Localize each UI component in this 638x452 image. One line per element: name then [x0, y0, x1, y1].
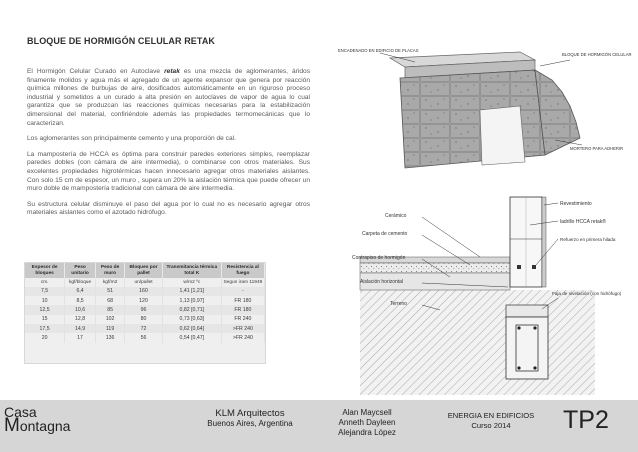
table-header: Resistencia al fuego: [221, 263, 264, 278]
table-row: 15 12,8 102 80 0,73 [0,63] FR 240: [25, 315, 265, 324]
table-header-row: [25, 263, 265, 278]
table-header: Peso de muro: [95, 263, 124, 278]
carpeta-layer: [360, 263, 510, 273]
retak-emphasis: retak: [164, 68, 180, 75]
wall-label-mortero: MORTERO PARA ADHERIR: [570, 146, 624, 151]
table-units-row: cm. kgf/bloque kgf/m2 un/pallet w/m2 ºc Segun iram 11949: [25, 278, 265, 286]
paragraph-intro: El Hormigón Celular Curado en Autoclave retak es una mezcla de aglomerantes, áridos finamente molidos y agua más el agregado de un agente expansor que genera por reacción química millones de burbujas de aire, dosificados automáticamente en un riguroso proceso industrial y sometidos a un curado a alta presión en autoclaves de vapor de agua lo cual garantiza que se produzcan las reacciones químicas necesarias para la estabilización dimensional del material, confiriéndole además las propiedades termomecánicas que lo caracterizan.: [27, 68, 310, 127]
properties-table: [24, 262, 266, 364]
table-row: 17,5 14,9 119 72 0,62 [0,64] >FR 240: [25, 324, 265, 333]
table-row: 10 8,5 68 120 1,13 [0,97] FR 180: [25, 296, 265, 305]
wall-label-encadenado: ENCADENADO EN EDIFICIO DE PLACAS: [338, 48, 419, 53]
brand-casa-montagna: Casa Montagna: [4, 404, 71, 436]
table-row: 20 17 136 56 0,54 [0,47] >FR 240: [25, 333, 265, 342]
table-header: Espesor de bloques: [25, 263, 65, 278]
detail-label-ceramico: Cerámico: [385, 213, 407, 219]
paragraph-estructura: Su estructura celular disminuye el paso del agua por lo cual no es necesario agregar otros materiales aislantes como el azotado hidrófugo.: [27, 200, 310, 217]
wall-isometric-drawing: [330, 40, 632, 180]
detail-label-terreno: Terreno: [390, 301, 407, 307]
detail-label-aislacion: Aislación horizontal: [360, 279, 404, 285]
detail-label-refuerzo: Refuerzo en primera hilada: [560, 237, 616, 242]
footer-course: ENERGIA EN EDIFICIOS Curso 2014: [447, 411, 535, 430]
detail-label-carpeta: Carpeta de cemento: [362, 231, 408, 237]
footer-tp-number: TP2: [563, 406, 609, 434]
paragraph-aglomerantes: Los aglomerantes son principalmente cemento y una proporción de cal.: [27, 135, 236, 143]
wall-detail-section-drawing: [330, 195, 620, 395]
footer-architects: KLM Arquitectos Buenos Aires, Argentina: [207, 408, 293, 428]
table-header: Peso unitario: [65, 263, 96, 278]
detail-label-ladrillo: ladrillo HCCA retak®: [560, 219, 606, 225]
table-header: Bloques por pallet: [125, 263, 163, 278]
wall-opening: [480, 106, 525, 165]
detail-label-faja: Faja de nivelación (con hidrófugo): [552, 291, 622, 296]
body-text: [27, 68, 310, 225]
page-title: BLOQUE DE HORMIGÓN CELULAR RETAK: [27, 36, 216, 46]
footer-authors: Alan Maycsell Anneth Dayleen Alejandra López: [338, 408, 396, 437]
foundation-beam: [506, 317, 548, 379]
table-row: 7,5 6,4 51 160 1,41 [1,21] -: [25, 287, 265, 296]
footer-bar: [0, 400, 638, 452]
table-row: 12,5 10,6 85 96 0,82 [0,71] FR 180: [25, 305, 265, 314]
table-header: Transmitancia térmica total K: [162, 263, 221, 278]
wall-label-bloque: BLOQUE DE HORMIGÓN CELULAR: [562, 52, 632, 57]
detail-label-revestimiento: Revestimiento: [560, 201, 592, 207]
paragraph-mamposteria: La mampostería de HCCA es óptima para construir paredes exteriores simples, reemplazar paredes dobles (con cámara de aire intermedia), o combinarse con otros materiales. Sus excelentes propiedades higrotérmicas hacen innecesario agregar otros materiales aislantes. Con solo 15 cm de espesor, un muro , supera un 20% la aislación térmica que puede ofrecer un muro doble de mampostería tradicional con cámara de aire intermedia.: [27, 150, 310, 193]
detail-label-contrapiso: Contrapiso de hormigón: [352, 255, 406, 261]
